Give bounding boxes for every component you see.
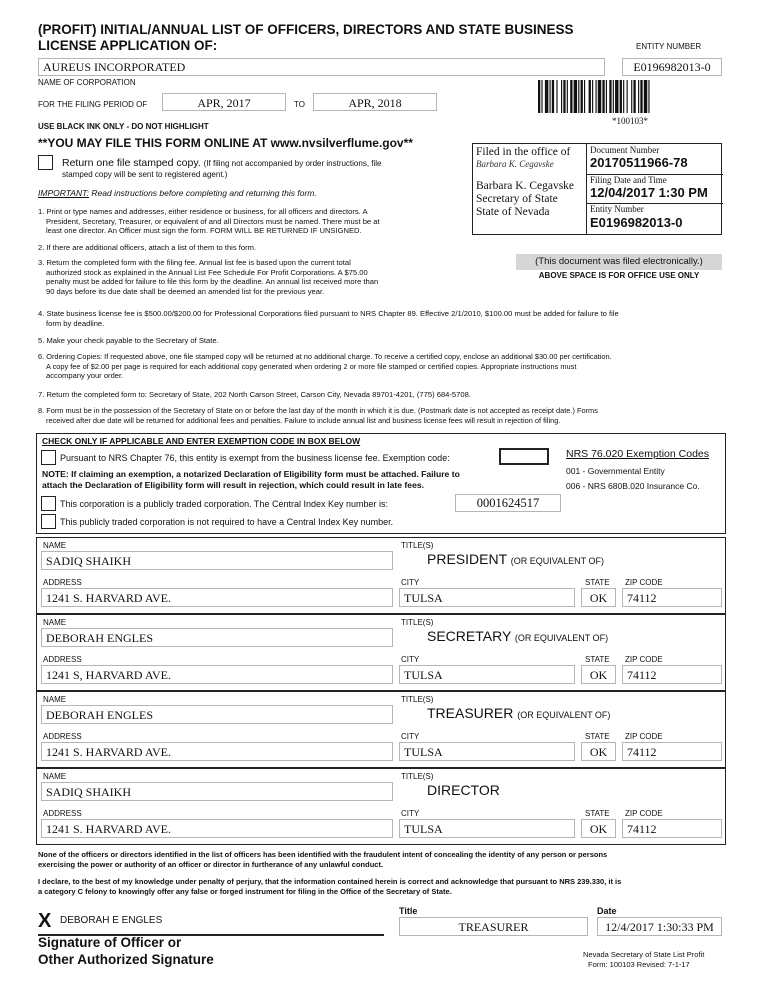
officer-address-label: ADDRESS <box>43 809 82 818</box>
officer-city-label: CITY <box>401 809 420 818</box>
officer-name-field[interactable]: DEBORAH ENGLES <box>41 628 393 647</box>
instruction-line: accompany your order. <box>46 371 124 380</box>
filed-in-office: Filed in the office of <box>476 146 571 158</box>
officer-zip-field[interactable]: 74112 <box>622 665 722 684</box>
state-name: State of Nevada <box>476 206 550 218</box>
officer-title <box>427 628 608 644</box>
instruction-7: 7. Return the completed form to: Secretary of State, 202 North Carson Street, Carson City, Nevada 89701-4201, (775) 684-5708. <box>38 390 471 399</box>
officer-state-field[interactable]: OK <box>581 819 616 838</box>
filing-date-label: Filing Date and Time <box>590 175 667 185</box>
officer-state-label: STATE <box>585 655 610 664</box>
officer-name-label: NAME <box>43 618 67 627</box>
officer-zip-field[interactable]: 74112 <box>622 588 722 607</box>
officer-name-label: NAME <box>43 772 67 781</box>
important-label: IMPORTANT: <box>38 188 89 198</box>
no-cik-checkbox[interactable] <box>41 514 56 529</box>
officer-state-label: STATE <box>585 732 610 741</box>
important-text: Read instructions before completing and returning this form. <box>91 188 317 198</box>
officer-zip-label: ZIP CODE <box>625 655 663 664</box>
filing-period-to-field[interactable]: APR, 2018 <box>313 93 437 111</box>
secretary-name: Barbara K. Cegavske <box>476 180 575 192</box>
filing-date-value: 12/04/2017 1:30 PM <box>590 185 708 200</box>
cik-text: This corporation is a publicly traded corporation. The Central Index Key number is: <box>60 499 388 509</box>
perjury-statement-line: I declare, to the best of my knowledge under penalty of perjury, that the information contained herein is correct and acknowledge that pursuant to NRS 239.330, it is <box>38 877 622 886</box>
officer-title-label: TITLE(S) <box>401 695 434 704</box>
stamp-entity-label: Entity Number <box>590 204 644 214</box>
exemption-checkbox[interactable] <box>41 450 56 465</box>
exemption-heading: CHECK ONLY IF APPLICABLE AND ENTER EXEMPTION CODE IN BOX BELOW <box>42 436 361 446</box>
signer-name: DEBORAH E ENGLES <box>60 915 163 926</box>
officer-city-label: CITY <box>401 578 420 587</box>
officer-state-label: STATE <box>585 578 610 587</box>
officer-city-field[interactable]: TULSA <box>399 819 575 838</box>
form-id-line2: Form: 100103 Revised: 7-1-17 <box>588 960 690 969</box>
instruction-8 <box>38 406 728 425</box>
fraud-statement-line: None of the officers or directors identified in the list of officers has been identified with the fraudulent intent of concealing the identity of any person or persons <box>38 850 608 859</box>
officer-zip-label: ZIP CODE <box>625 578 663 587</box>
officer-address-label: ADDRESS <box>43 578 82 587</box>
online-notice: **YOU MAY FILE THIS FORM ONLINE AT www.nvsilverflume.gov** <box>38 136 413 150</box>
to-label: TO <box>294 100 305 109</box>
instruction-line: least one director. An Officer must sign the form. FORM WILL BE RETURNED IF UNSIGNED. <box>46 226 362 235</box>
officer-city-field[interactable]: TULSA <box>399 742 575 761</box>
signature-date-label: Date <box>597 906 617 916</box>
return-copy-main: Return one file stamped copy. <box>62 157 201 169</box>
form-id-line1: Nevada Secretary of State List Profit <box>583 950 705 959</box>
officer-title-label: TITLE(S) <box>401 541 434 550</box>
cik-number-field[interactable]: 0001624517 <box>455 494 561 512</box>
officer-title-suffix: (OR EQUIVALENT OF) <box>510 556 604 566</box>
officer-title-value: SECRETARY <box>427 628 512 644</box>
office-use-notice: ABOVE SPACE IS FOR OFFICE USE ONLY <box>538 271 700 280</box>
officer-name-field[interactable]: SADIQ SHAIKH <box>41 551 393 570</box>
perjury-statement-line: a category C felony to knowingly offer any false or forged instrument for filing in the Office of the Secretary of State. <box>38 887 452 896</box>
filing-period-from-field[interactable]: APR, 2017 <box>162 93 286 111</box>
instruction-line: 90 days before its due date shall be deemed an amended list for the previous year. <box>46 286 325 296</box>
instruction-3 <box>38 258 478 296</box>
officer-address-field[interactable]: 1241 S. HARVARD AVE. <box>41 742 393 761</box>
officer-city-field[interactable]: TULSA <box>399 588 575 607</box>
officer-address-label: ADDRESS <box>43 732 82 741</box>
officer-address-field[interactable]: 1241 S. HARVARD AVE. <box>41 588 393 607</box>
officer-block-2 <box>36 614 726 691</box>
ink-notice: USE BLACK INK ONLY - DO NOT HIGHLIGHT <box>38 122 209 131</box>
perjury-statement <box>38 877 728 897</box>
officer-title <box>427 782 500 798</box>
exemption-code-field[interactable] <box>499 448 549 465</box>
officer-zip-label: ZIP CODE <box>625 732 663 741</box>
instruction-line: 4. State business license fee is $500.00/$200.00 for Professional Corporations filed pursuant to NRS Chapter 89. Effective 2/1/2010, $100.00 must be added for failure to file <box>38 309 619 318</box>
instruction-line: penalty must be added for failure to file this form by the deadline. An annual list received more than <box>46 277 379 286</box>
return-copy-note: (If filing not accompanied by order instructions, file <box>203 159 382 168</box>
officer-city-field[interactable]: TULSA <box>399 665 575 684</box>
instruction-4 <box>38 309 728 328</box>
officer-address-field[interactable]: 1241 S, HARVARD AVE. <box>41 665 393 684</box>
stamp-entity-value: E0196982013-0 <box>590 215 683 230</box>
officer-name-field[interactable]: DEBORAH ENGLES <box>41 705 393 724</box>
stamp-right-panel <box>586 144 722 234</box>
officer-title-value: TREASURER <box>427 705 514 721</box>
name-of-corporation-label: NAME OF CORPORATION <box>38 78 136 87</box>
entity-number-label: ENTITY NUMBER <box>636 42 702 51</box>
instruction-line: 8. Form must be in the possession of the Secretary of State on or before the last day of the month in which it is due. (Postmark date is not accepted as receipt date.) Forms <box>38 406 598 415</box>
exemption-section <box>36 433 726 534</box>
officer-name-label: NAME <box>43 541 67 550</box>
signature-label-2: Other Authorized Signature <box>38 952 214 967</box>
exemption-code-006: 006 - NRS 680B.020 Insurance Co. <box>566 481 700 491</box>
exemption-pursuant-text: Pursuant to NRS Chapter 76, this entity is exempt from the business license fee. Exemption code: <box>60 453 450 463</box>
fraud-statement <box>38 850 728 870</box>
barcode-text: *100103* <box>612 116 648 126</box>
filed-stamp <box>472 143 722 235</box>
officer-title-suffix: (OR EQUIVALENT OF) <box>514 633 609 643</box>
instruction-5: 5. Make your check payable to the Secretary of State. <box>38 336 219 345</box>
secretary-signature: Barbara K. Cegavske <box>476 159 554 169</box>
instruction-line: 1. Print or type names and addresses, either residence or business, for all officers and directors. A <box>38 207 368 216</box>
officer-city-label: CITY <box>401 732 420 741</box>
exemption-code-001: 001 - Governmental Entity <box>566 466 665 476</box>
no-cik-text: This publicly traded corporation is not required to have a Central Index Key number. <box>60 517 394 527</box>
officer-title-label: TITLE(S) <box>401 618 434 627</box>
exemption-note-2: attach the Declaration of Eligibility form will result in rejection, which could result in late fees. <box>42 480 425 490</box>
barcode-image <box>538 80 722 113</box>
doc-number-value: 20170511966-78 <box>590 155 688 170</box>
officer-block-3 <box>36 691 726 768</box>
officer-name-label: NAME <box>43 695 67 704</box>
return-copy-text <box>62 157 382 169</box>
instruction-line: A copy fee of $2.00 per page is required for each additional copy generated when ordering 2 or more file stamped or certified copies. Appropriate instructions must <box>46 361 577 371</box>
officer-city-label: CITY <box>401 655 420 664</box>
form-title-line2: LICENSE APPLICATION OF: <box>38 38 218 53</box>
electronic-notice: (This document was filed electronically.) <box>516 254 722 270</box>
officer-zip-field[interactable]: 74112 <box>622 819 722 838</box>
instruction-line: form by deadline. <box>46 318 105 328</box>
signature-title-label: Title <box>399 906 418 916</box>
officer-state-field[interactable]: OK <box>581 665 616 684</box>
cik-checkbox[interactable] <box>41 496 56 511</box>
instruction-2: 2. If there are additional officers, attach a list of them to this form. <box>38 243 257 252</box>
exemption-note-1: NOTE: If claiming an exemption, a notarized Declaration of Eligibility form must be attached. Failure to <box>42 469 460 479</box>
corporation-name-field[interactable]: AUREUS INCORPORATED <box>38 58 605 76</box>
important-notice <box>38 188 317 198</box>
officer-title-suffix: (OR EQUIVALENT OF) <box>517 710 611 720</box>
officer-address-field[interactable]: 1241 S. HARVARD AVE. <box>41 819 393 838</box>
instruction-6 <box>38 352 728 381</box>
officer-title-label: TITLE(S) <box>401 772 434 781</box>
instruction-line: 6. Ordering Copies: If requested above, one file stamped copy will be returned at no additional charge. To receive a certified copy, enclose an additional $30.00 per certification. <box>38 352 612 361</box>
instruction-line: 3. Return the completed form with the filing fee. Annual list fee is based upon the current total <box>38 258 351 267</box>
signature-x-mark: X <box>38 910 52 932</box>
filing-period-label: FOR THE FILING PERIOD OF <box>38 100 148 109</box>
officer-state-label: STATE <box>585 809 610 818</box>
form-title-line1: (PROFIT) INITIAL/ANNUAL LIST OF OFFICERS, DIRECTORS AND STATE BUSINESS <box>38 22 574 37</box>
officer-block-4 <box>36 768 726 845</box>
signature-label-1: Signature of Officer or <box>38 935 182 950</box>
instruction-line: received after due date will be returned for additional fees and penalties. Failure to include annual list and business license fees will result in rejection of filing. <box>46 415 561 425</box>
instruction-line: President, Secretary, Treasurer, or equivalent of and all Directors must be named. There must be at <box>46 216 380 226</box>
exemption-codes-title: NRS 76.020 Exemption Codes <box>566 448 709 460</box>
instruction-1 <box>38 207 428 236</box>
officer-state-field[interactable]: OK <box>581 588 616 607</box>
entity-number-field[interactable]: E0196982013-0 <box>622 58 722 76</box>
fraud-statement-line: exercising the power or authority of an officer or director in furtherance of any unlawful conduct. <box>38 860 384 869</box>
officer-zip-field[interactable]: 74112 <box>622 742 722 761</box>
officer-address-label: ADDRESS <box>43 655 82 664</box>
officer-title-value: PRESIDENT <box>427 551 507 567</box>
officer-title-value: DIRECTOR <box>427 782 500 798</box>
officer-title <box>427 705 610 721</box>
instruction-line: authorized stock as explained in the Annual List Fee Schedule For Profit Corporations. A $75.00 <box>46 267 368 277</box>
officer-title <box>427 551 604 567</box>
return-copy-note2: stamped copy will be sent to registered agent.) <box>62 170 228 179</box>
signature-title-field[interactable]: TREASURER <box>399 917 588 936</box>
officer-name-field[interactable]: SADIQ SHAIKH <box>41 782 393 801</box>
doc-number-label: Document Number <box>590 145 660 155</box>
officer-zip-label: ZIP CODE <box>625 809 663 818</box>
officer-block-1 <box>36 537 726 614</box>
signature-date-field[interactable]: 12/4/2017 1:30:33 PM <box>597 917 722 936</box>
return-copy-checkbox[interactable] <box>38 155 53 170</box>
secretary-office: Secretary of State <box>476 193 558 205</box>
officer-state-field[interactable]: OK <box>581 742 616 761</box>
